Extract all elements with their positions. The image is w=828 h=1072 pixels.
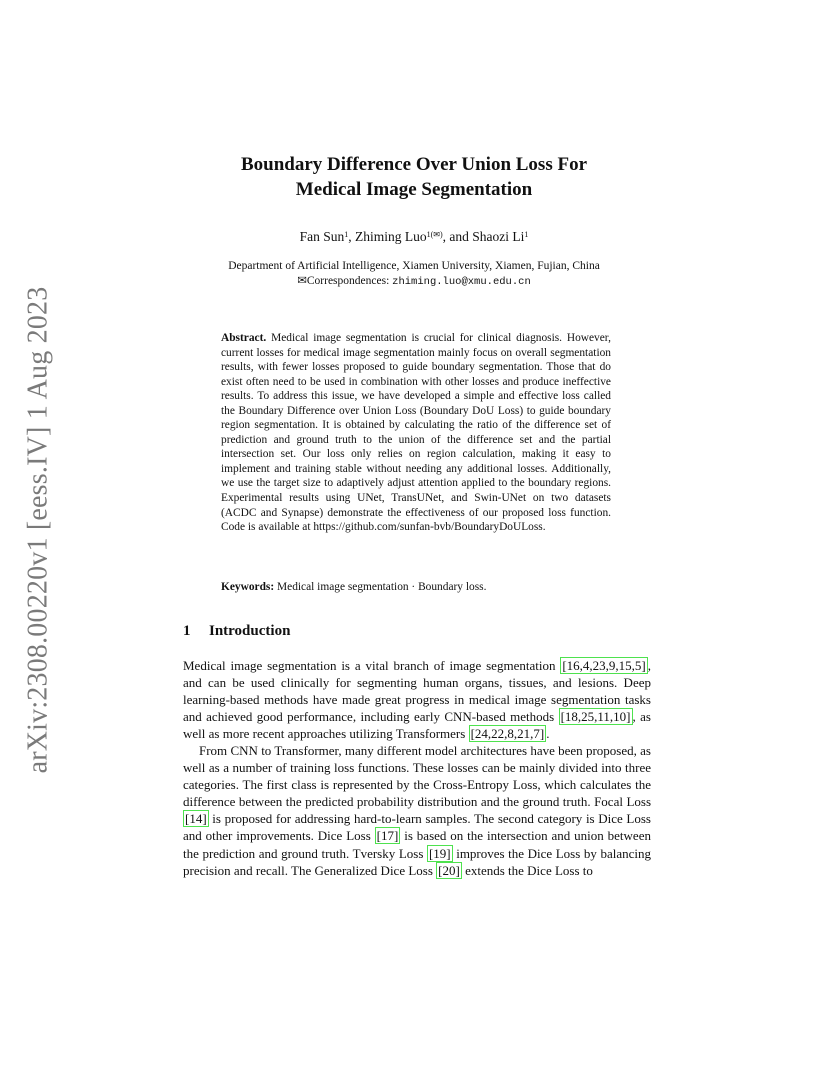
correspondence-email[interactable]: zhiming.luo@xmu.edu.cn — [392, 276, 531, 288]
citation-link[interactable]: [17] — [376, 828, 399, 844]
keywords — [221, 581, 611, 593]
arxiv-identifier: arXiv:2308.00220v1 [eess.IV] 1 Aug 2023 — [22, 286, 54, 774]
text-run: , and can be used clinically for segmenting human organs, tissues, and lesions. Deep learning-based methods have made great progress in medical image segmentation tasks and achieved good performance, including early CNN-based methods — [183, 658, 651, 725]
citation-link[interactable]: [24,22,8,21,7] — [470, 726, 545, 742]
section-number: 1 — [183, 623, 191, 639]
text-run: From CNN to Transformer, many different model architectures have been proposed, as well as a number of training loss functions. These losses can be mainly divided into three categories. The first class is represented by the Cross-Entropy Loss, which calculates the difference between the predicted probability distribution and the ground truth. Focal Loss — [183, 743, 651, 810]
abstract-label: Abstract. — [221, 332, 267, 344]
author-name: Shaozi Li — [472, 229, 525, 244]
author-affil-mark: 1 — [344, 230, 349, 239]
citation-link[interactable]: [18,25,11,10] — [560, 709, 631, 725]
abstract-text: Medical image segmentation is crucial for clinical diagnosis. However, current losses for medical image segmentation mainly focus on overall segmentation results, with fewer losses proposed to guide boundary segmentation. Those that do exist often need to be used in combination with other losses and produce ineffective results. To address this issue, we have developed a simple and effective loss called the Boundary Difference over Union Loss (Boundary DoU Loss) to guide boundary region segmentation. It is obtained by calculating the ratio of the difference set of prediction and ground truth to the union of the difference set and the partial intersection set. Our loss only relies on region calculation, making it easy to implement and training stable without needing any additional losses. Additionally, we use the target size to adaptively adjust attention applied to the boundary regions. Experimental results using UNet, TransUNet, and Swin-UNet on two datasets (ACDC and Synapse) demonstrate the effectiveness of our proposed loss function. Code is available at https://github.com/sunfan-bvb/BoundaryDoULoss. — [221, 332, 611, 534]
citation-link[interactable]: [14] — [185, 811, 207, 827]
author-separator: , and — [442, 229, 473, 244]
section-title: Introduction — [209, 623, 291, 639]
paragraph — [183, 657, 651, 742]
section-heading — [183, 623, 290, 640]
correspondence-line — [0, 274, 828, 290]
text-run: Medical image segmentation is a vital branch of image segmentation — [183, 658, 561, 673]
paper-title — [0, 152, 828, 202]
text-run: is based on the intersection and union between the prediction and ground truth. Tversky Loss — [183, 828, 651, 861]
correspondence-label: ✉Correspondences: — [297, 275, 393, 287]
author-affil-mark: 1(✉) — [426, 230, 443, 239]
body-text — [183, 657, 651, 879]
author-affil-mark: 1 — [524, 230, 529, 239]
author-separator: , — [348, 229, 355, 244]
arxiv-side-label — [14, 286, 62, 774]
text-run: . — [546, 726, 550, 742]
author-name: Zhiming Luo — [354, 229, 427, 244]
paragraph — [183, 742, 651, 878]
text-run: , as well as more recent approaches utilizing Transformers — [183, 709, 651, 742]
author-list — [0, 229, 828, 245]
keywords-text: Medical image segmentation · Boundary loss. — [274, 581, 487, 593]
keywords-label: Keywords: — [221, 581, 275, 593]
citation-link[interactable]: [19] — [428, 845, 451, 861]
affiliation-department: Department of Artificial Intelligence, Xiamen University, Xiamen, Fujian, China — [228, 260, 600, 272]
text-run: is proposed for addressing hard-to-learn samples. The second category is Dice Loss and other improvements. Dice Loss — [183, 811, 651, 844]
text-run: extends the Dice Loss to — [461, 862, 593, 878]
title-line-1: Boundary Difference Over Union Loss For — [240, 154, 588, 175]
affiliation-block — [0, 259, 828, 290]
citation-link[interactable]: [20] — [438, 862, 460, 878]
text-run: improves the Dice Loss by balancing precision and recall. The Generalized Dice Loss — [183, 845, 651, 878]
abstract — [221, 331, 611, 535]
title-line-2: Medical Image Segmentation — [295, 179, 533, 200]
citation-link[interactable]: [16,4,23,9,15,5] — [562, 658, 646, 673]
author-name: Fan Sun — [299, 229, 345, 244]
